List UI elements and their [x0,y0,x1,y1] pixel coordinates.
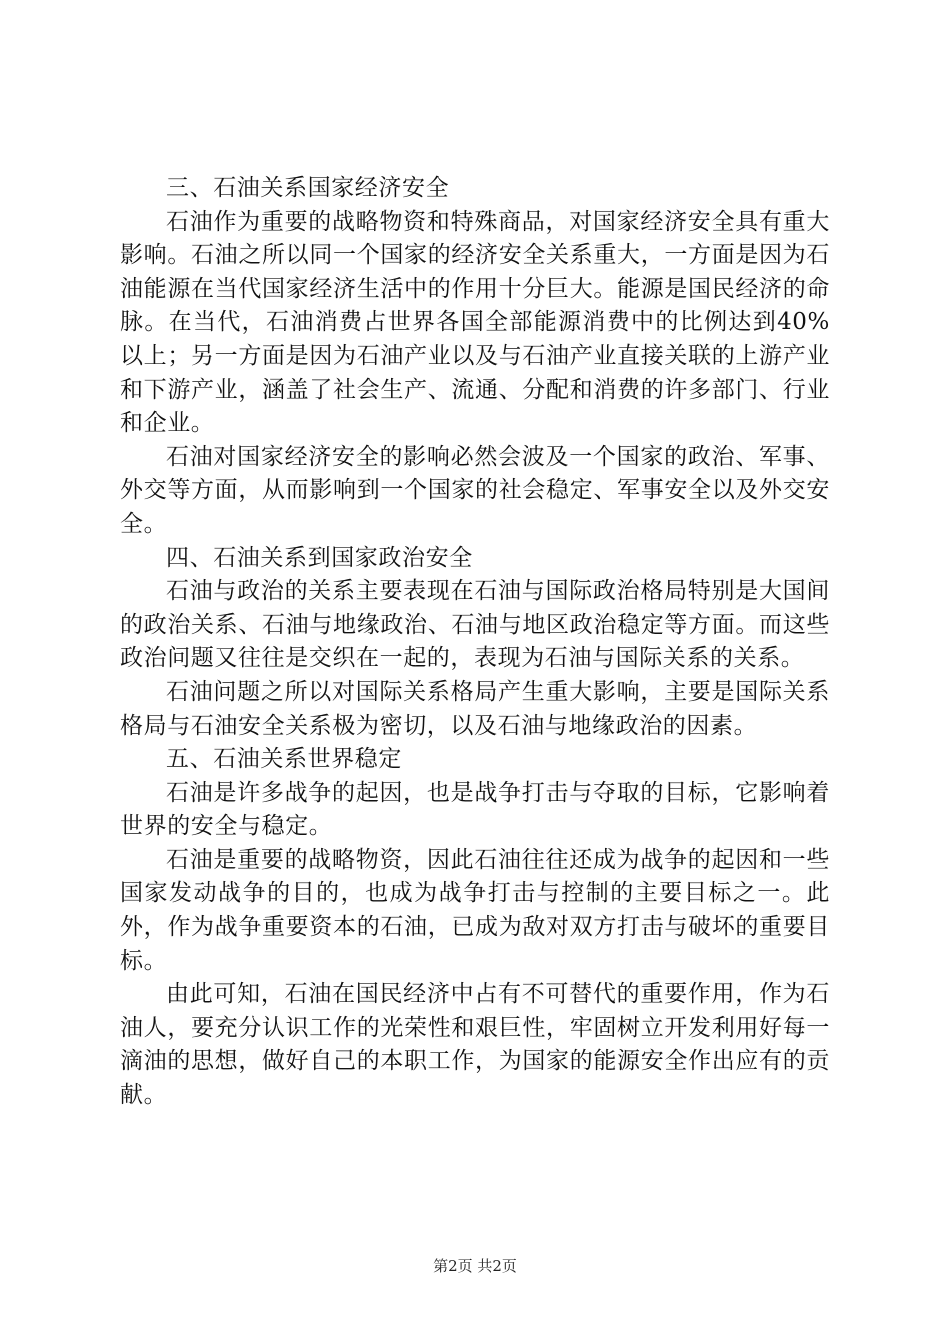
body-paragraph: 石油与政治的关系主要表现在石油与国际政治格局特别是大国间的政治关系、石油与地缘政治、石油与地区政治稳定等方面。而这些政治问题又往往是交织在一起的，表现为石油与国际关系的关系。 [120,578,830,672]
section-heading-5: 五、石油关系世界稳定 [166,746,402,773]
page-footer: 第2页 共2页 [433,1257,517,1275]
section-heading-3: 三、石油关系国家经济安全 [166,175,450,201]
body-paragraph: 石油作为重要的战略物资和特殊商品，对国家经济安全具有重大影响。石油之所以同一个国家的经济安全关系重大，一方面是因为石油能源在当代国家经济生活中的作用十分巨大。能源是国民经济的命脉。在当代，石油消费占世界各国全部能源消费中的比例达到40%以上；另一方面是因为石油产业以及与石油产业直接关联的上游产业和下游产业，涵盖了社会生产、流通、分配和消费的许多部门、行业和企业。 [120,208,830,437]
body-paragraph: 石油对国家经济安全的影响必然会波及一个国家的政治、军事、外交等方面，从而影响到一个国家的社会稳定、军事安全以及外交安全。 [120,443,830,537]
section-heading-4: 四、石油关系到国家政治安全 [166,544,473,571]
body-paragraph: 由此可知，石油在国民经济中占有不可替代的重要作用，作为石油人，要充分认识工作的光荣性和艰巨性，牢固树立开发利用好每一滴油的思想，做好自己的本职工作，为国家的能源安全作出应有的贡献。 [120,981,830,1109]
document-body [120,172,830,1113]
body-paragraph: 石油是许多战争的起因，也是战争打击与夺取的目标，它影响着世界的安全与稳定。 [120,779,830,840]
body-paragraph: 石油问题之所以对国际关系格局产生重大影响，主要是国际关系格局与石油安全关系极为密切，以及石油与地缘政治的因素。 [120,678,830,739]
body-paragraph: 石油是重要的战略物资，因此石油往往还成为战争的起因和一些国家发动战争的目的，也成为战争打击与控制的主要目标之一。此外，作为战争重要资本的石油，已成为敌对双方打击与破坏的重要目标。 [120,846,830,974]
